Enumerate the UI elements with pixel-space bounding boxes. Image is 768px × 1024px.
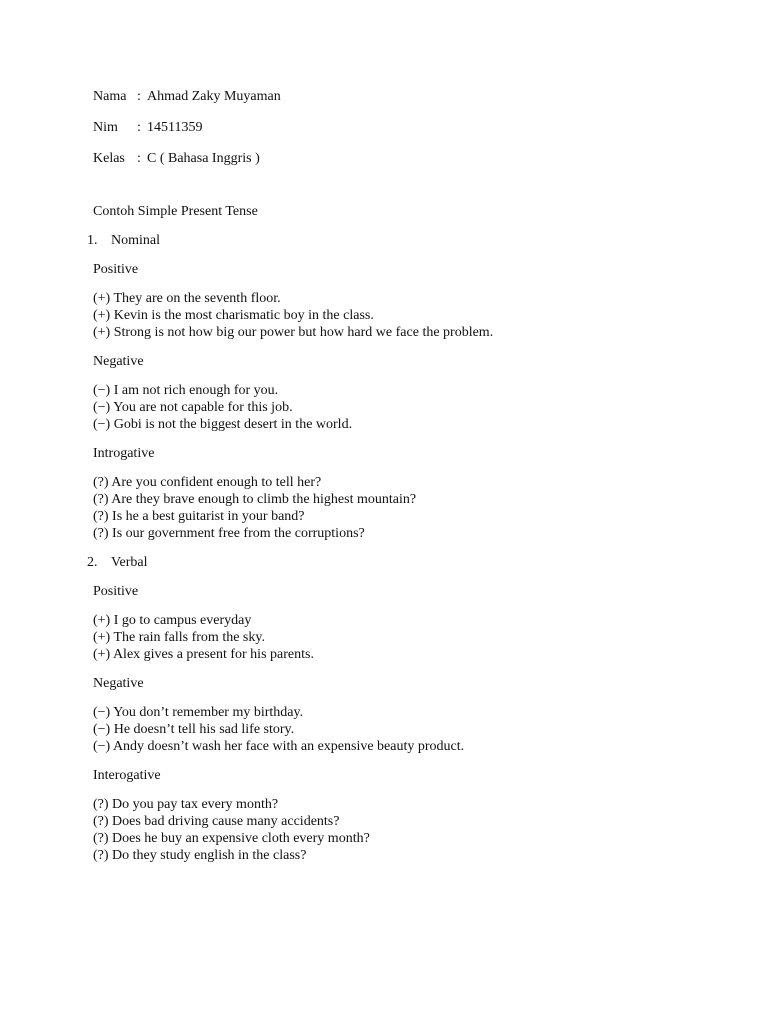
section-title: Nominal <box>111 233 160 248</box>
sentence-line: (+) The rain falls from the sky. <box>93 630 265 645</box>
kelas-separator: : <box>137 151 141 166</box>
sentence-line: (+) Strong is not how big our power but how hard we face the problem. <box>93 325 494 340</box>
section-number: 1. <box>87 233 98 248</box>
nama-row <box>93 88 768 105</box>
nama-separator: : <box>137 89 141 104</box>
sentence-line: (−) You don’t remember my birthday. <box>93 705 304 720</box>
sentence-line: (?) Does he buy an expensive cloth every month? <box>93 831 370 846</box>
nama-label: Nama <box>93 89 127 104</box>
sentence-list <box>93 382 768 433</box>
section-heading-nominal <box>87 232 768 249</box>
sentence-line: (?) Are you confident enough to tell her? <box>93 475 322 490</box>
group-label-interrogative: Introgative <box>93 446 155 461</box>
sentence-line: (?) Is he a best guitarist in your band? <box>93 509 305 524</box>
group-label-interrogative: Interogative <box>93 768 161 783</box>
sentence-list <box>93 796 768 864</box>
document-title: Contoh Simple Present Tense <box>93 204 258 219</box>
section-number: 2. <box>87 555 98 570</box>
kelas-label: Kelas <box>93 151 125 166</box>
nama-value: Ahmad Zaky Muyaman <box>147 89 281 104</box>
nim-row <box>93 119 768 136</box>
sentence-line: (?) Is our government free from the corruptions? <box>93 526 365 541</box>
kelas-row <box>93 150 768 167</box>
sentence-list <box>93 290 768 341</box>
sentence-line: (−) I am not rich enough for you. <box>93 383 279 398</box>
sentence-line: (?) Does bad driving cause many accidents? <box>93 814 340 829</box>
sentence-list <box>93 474 768 542</box>
sentence-line: (+) I go to campus everyday <box>93 613 252 628</box>
sentence-line: (+) Alex gives a present for his parents. <box>93 647 314 662</box>
sentence-line: (?) Are they brave enough to climb the highest mountain? <box>93 492 417 507</box>
sentence-line: (+) They are on the seventh floor. <box>93 291 281 306</box>
sentence-line: (+) Kevin is the most charismatic boy in the class. <box>93 308 374 323</box>
sentence-line: (−) You are not capable for this job. <box>93 400 293 415</box>
nim-value: 14511359 <box>147 120 203 135</box>
sentence-line: (?) Do they study english in the class? <box>93 848 307 863</box>
sentence-line: (−) Andy doesn’t wash her face with an expensive beauty product. <box>93 739 465 754</box>
kelas-value: C ( Bahasa Inggris ) <box>147 151 260 166</box>
sentence-line: (−) Gobi is not the biggest desert in the world. <box>93 417 353 432</box>
sentence-list <box>93 612 768 663</box>
group-label-positive: Positive <box>93 262 139 277</box>
nim-separator: : <box>137 120 141 135</box>
sentence-list <box>93 704 768 755</box>
section-title: Verbal <box>111 555 148 570</box>
sentence-line: (−) He doesn’t tell his sad life story. <box>93 722 295 737</box>
group-label-negative: Negative <box>93 354 144 369</box>
group-label-negative: Negative <box>93 676 144 691</box>
nim-label: Nim <box>93 120 118 135</box>
section-heading-verbal <box>87 554 768 571</box>
group-label-positive: Positive <box>93 584 139 599</box>
sentence-line: (?) Do you pay tax every month? <box>93 797 279 812</box>
